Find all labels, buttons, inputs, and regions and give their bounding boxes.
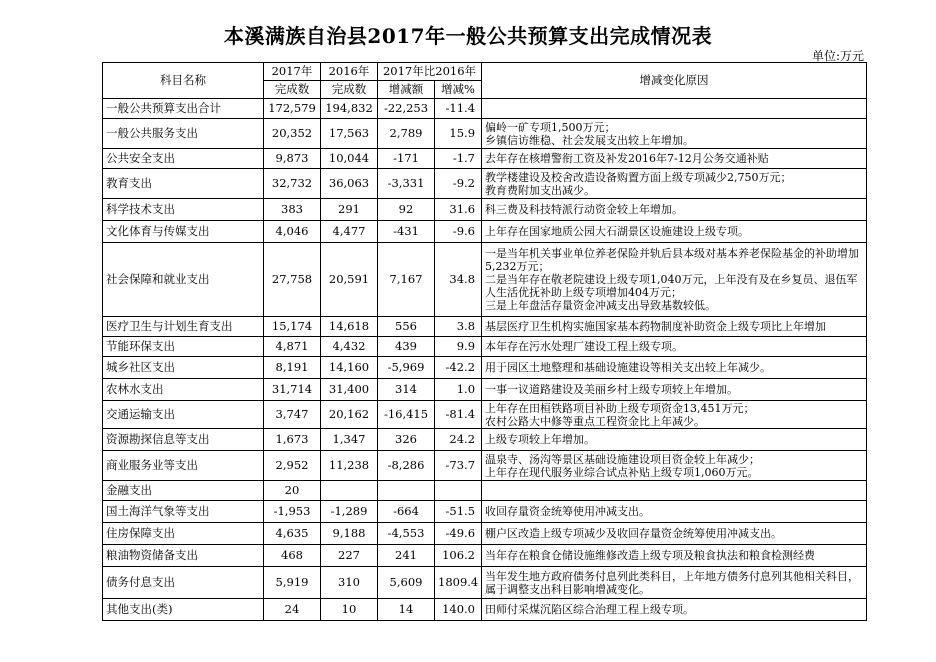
row-subject: 债务付息支出 — [103, 567, 264, 599]
row-2016-value: 9,188 — [321, 523, 378, 545]
row-2016-value: 10,044 — [321, 149, 378, 169]
row-2016-value: 291 — [321, 199, 378, 221]
row-2016-value: 1,347 — [321, 429, 378, 451]
row-2017-value: 2,952 — [264, 451, 321, 481]
row-2017-value: 383 — [264, 199, 321, 221]
row-increase-pct: -81.4 — [435, 401, 482, 429]
row-reason: 上年存在田桓铁路项目补助上级专项资金13,451万元； 农村公路大中修等重点工程资金比上年减少。 — [482, 401, 867, 429]
row-subject: 金融支出 — [103, 481, 264, 501]
table-row — [103, 337, 867, 357]
row-increase-pct: 3.8 — [435, 317, 482, 337]
row-increase-amount: -8,286 — [378, 451, 435, 481]
row-subject: 其他支出(类) — [103, 599, 264, 621]
row-increase-amount: -171 — [378, 149, 435, 169]
row-2016-value: 4,477 — [321, 221, 378, 243]
row-2016-value: 4,432 — [321, 337, 378, 357]
row-reason: 教学楼建设及校舍改造设备购置方面上级专项减少2,750万元； 教育费附加支出减少。 — [482, 169, 867, 199]
header-reason: 增减变化原因 — [482, 63, 867, 99]
row-subject: 文化体育与传媒支出 — [103, 221, 264, 243]
row-2016-value: 310 — [321, 567, 378, 599]
row-reason: 当年发生地方政府债务付息列此类科目，上年地方债务付息列其他相关科目，属于调整支出科目影响增减变化。 — [482, 567, 867, 599]
row-2017-value: -1,953 — [264, 501, 321, 523]
row-reason: 收回存量资金统筹使用冲减支出。 — [482, 501, 867, 523]
row-subject: 粮油物资储备支出 — [103, 545, 264, 567]
header-2016-completed: 完成数 — [321, 81, 378, 99]
row-2017-value: 9,873 — [264, 149, 321, 169]
row-increase-amount: -16,415 — [378, 401, 435, 429]
row-2016-value: 36,063 — [321, 169, 378, 199]
row-increase-amount: -3,331 — [378, 169, 435, 199]
row-2016-value: 14,160 — [321, 357, 378, 379]
table-row — [103, 501, 867, 523]
row-increase-pct: 106.2 — [435, 545, 482, 567]
table-row — [103, 379, 867, 401]
header-2016: 2016年 — [321, 63, 378, 81]
row-increase-amount: 14 — [378, 599, 435, 621]
table-row — [103, 317, 867, 337]
table-row — [103, 199, 867, 221]
row-2017-value: 1,673 — [264, 429, 321, 451]
row-increase-pct: -11.4 — [435, 99, 482, 119]
table-row — [103, 119, 867, 149]
row-2017-value: 4,871 — [264, 337, 321, 357]
row-subject: 国土海洋气象等支出 — [103, 501, 264, 523]
row-2016-value: 20,591 — [321, 243, 378, 317]
row-subject: 社会保障和就业支出 — [103, 243, 264, 317]
row-increase-pct: 15.9 — [435, 119, 482, 149]
table-row — [103, 599, 867, 621]
row-reason: 上年存在国家地质公园大石湖景区设施建设上级专项。 — [482, 221, 867, 243]
table-row — [103, 149, 867, 169]
table-row — [103, 481, 867, 501]
row-2016-value: 20,162 — [321, 401, 378, 429]
row-subject: 城乡社区支出 — [103, 357, 264, 379]
row-increase-amount: 314 — [378, 379, 435, 401]
row-increase-pct: -73.7 — [435, 451, 482, 481]
table-row — [103, 357, 867, 379]
row-increase-pct: -49.6 — [435, 523, 482, 545]
row-increase-pct: 1.0 — [435, 379, 482, 401]
row-subject: 交通运输支出 — [103, 401, 264, 429]
row-reason: 棚户区改造上级专项减少及收回存量资金统筹使用冲减支出。 — [482, 523, 867, 545]
table-row — [103, 169, 867, 199]
row-reason: 基层医疗卫生机构实施国家基本药物制度补助资金上级专项比上年增加 — [482, 317, 867, 337]
table-row — [103, 429, 867, 451]
header-2017: 2017年 — [264, 63, 321, 81]
table-row — [103, 99, 867, 119]
row-2016-value: 194,832 — [321, 99, 378, 119]
row-increase-amount: 439 — [378, 337, 435, 357]
page-title: 本溪满族自治县2017年一般公共预算支出完成情况表 — [223, 24, 713, 48]
row-subject: 资源勘探信息等支出 — [103, 429, 264, 451]
table-row — [103, 221, 867, 243]
row-2016-value: 31,400 — [321, 379, 378, 401]
row-reason: 去年存在核增警衔工资及补发2016年7-12月公务交通补贴 — [482, 149, 867, 169]
row-2017-value: 8,191 — [264, 357, 321, 379]
table-row — [103, 401, 867, 429]
row-increase-pct: 1809.4 — [435, 567, 482, 599]
table-row — [103, 523, 867, 545]
row-increase-amount: 2,789 — [378, 119, 435, 149]
row-2017-value: 31,714 — [264, 379, 321, 401]
row-increase-pct: -42.2 — [435, 357, 482, 379]
row-subject: 公共安全支出 — [103, 149, 264, 169]
row-reason — [482, 481, 867, 501]
row-increase-pct: 24.2 — [435, 429, 482, 451]
header-compare: 2017年比2016年 — [378, 63, 482, 81]
row-reason: 一是当年机关事业单位养老保险并轨后县本级对基本养老保险基金的补助增加5,232万元； 二是当年存在敬老院建设上级专项1,040万元，上年没有及在乡复员、退伍军人生活优抚补助上级专项增加404万元； 三是上年盘活存量资金冲减支出导致基数较低。 — [482, 243, 867, 317]
row-increase-amount: -5,969 — [378, 357, 435, 379]
row-increase-pct: -9.2 — [435, 169, 482, 199]
header-increase-amount: 增减额 — [378, 81, 435, 99]
row-2016-value: 227 — [321, 545, 378, 567]
row-increase-amount: -431 — [378, 221, 435, 243]
row-increase-amount: -22,253 — [378, 99, 435, 119]
row-increase-amount: 5,609 — [378, 567, 435, 599]
row-increase-amount — [378, 481, 435, 501]
row-subject: 农林水支出 — [103, 379, 264, 401]
row-increase-pct: -51.5 — [435, 501, 482, 523]
row-reason: 一事一议道路建设及美丽乡村上级专项较上年增加。 — [482, 379, 867, 401]
row-2017-value: 3,747 — [264, 401, 321, 429]
row-increase-amount: 92 — [378, 199, 435, 221]
table-row — [103, 451, 867, 481]
row-2016-value — [321, 481, 378, 501]
row-subject: 商业服务业等支出 — [103, 451, 264, 481]
header-subject: 科目名称 — [103, 63, 264, 99]
budget-table — [102, 62, 867, 621]
row-reason: 上级专项较上年增加。 — [482, 429, 867, 451]
row-increase-amount: 241 — [378, 545, 435, 567]
row-increase-amount: 326 — [378, 429, 435, 451]
row-subject: 科学技术支出 — [103, 199, 264, 221]
row-increase-pct — [435, 481, 482, 501]
table-row — [103, 567, 867, 599]
row-subject: 一般公共服务支出 — [103, 119, 264, 149]
row-2017-value: 4,635 — [264, 523, 321, 545]
row-2017-value: 20,352 — [264, 119, 321, 149]
row-2016-value: 10 — [321, 599, 378, 621]
row-subject: 教育支出 — [103, 169, 264, 199]
row-2017-value: 27,758 — [264, 243, 321, 317]
row-2017-value: 4,046 — [264, 221, 321, 243]
row-2017-value: 468 — [264, 545, 321, 567]
row-increase-pct: -9.6 — [435, 221, 482, 243]
row-2017-value: 172,579 — [264, 99, 321, 119]
row-subject: 住房保障支出 — [103, 523, 264, 545]
row-increase-amount: 7,167 — [378, 243, 435, 317]
row-increase-pct: 31.6 — [435, 199, 482, 221]
row-reason: 本年存在污水处理厂建设工程上级专项。 — [482, 337, 867, 357]
header-2017-completed: 完成数 — [264, 81, 321, 99]
row-reason: 科三费及科技特派行动资金较上年增加。 — [482, 199, 867, 221]
row-increase-pct: 9.9 — [435, 337, 482, 357]
row-2016-value: 11,238 — [321, 451, 378, 481]
row-reason: 偏岭一矿专项1,500万元； 乡镇信访维稳、社会发展支出较上年增加。 — [482, 119, 867, 149]
row-reason: 当年存在粮食仓储设施维修改造上级专项及粮食执法和粮食检测经费 — [482, 545, 867, 567]
table-row — [103, 545, 867, 567]
row-subject: 一般公共预算支出合计 — [103, 99, 264, 119]
row-2016-value: 14,618 — [321, 317, 378, 337]
table-header — [103, 63, 867, 99]
row-reason: 温泉寺、汤沟等景区基础设施建设项目资金较上年减少； 上年存在现代服务业综合试点补贴上级专项1,060万元。 — [482, 451, 867, 481]
row-reason: 田师付采煤沉陷区综合治理工程上级专项。 — [482, 599, 867, 621]
row-increase-amount: -664 — [378, 501, 435, 523]
table-row — [103, 243, 867, 317]
row-2017-value: 5,919 — [264, 567, 321, 599]
row-subject: 医疗卫生与计划生育支出 — [103, 317, 264, 337]
unit-label: 单位:万元 — [811, 49, 864, 63]
header-increase-pct: 增减% — [435, 81, 482, 99]
row-increase-pct: -1.7 — [435, 149, 482, 169]
row-reason — [482, 99, 867, 119]
row-2017-value: 15,174 — [264, 317, 321, 337]
row-increase-amount: -4,553 — [378, 523, 435, 545]
row-subject: 节能环保支出 — [103, 337, 264, 357]
row-2017-value: 32,732 — [264, 169, 321, 199]
row-2016-value: 17,563 — [321, 119, 378, 149]
row-increase-amount: 556 — [378, 317, 435, 337]
row-increase-pct: 34.8 — [435, 243, 482, 317]
row-increase-pct: 140.0 — [435, 599, 482, 621]
row-reason: 用于园区土地整理和基础设施建设等相关支出较上年减少。 — [482, 357, 867, 379]
row-2016-value: -1,289 — [321, 501, 378, 523]
table-body — [103, 99, 867, 621]
row-2017-value: 20 — [264, 481, 321, 501]
row-2017-value: 24 — [264, 599, 321, 621]
